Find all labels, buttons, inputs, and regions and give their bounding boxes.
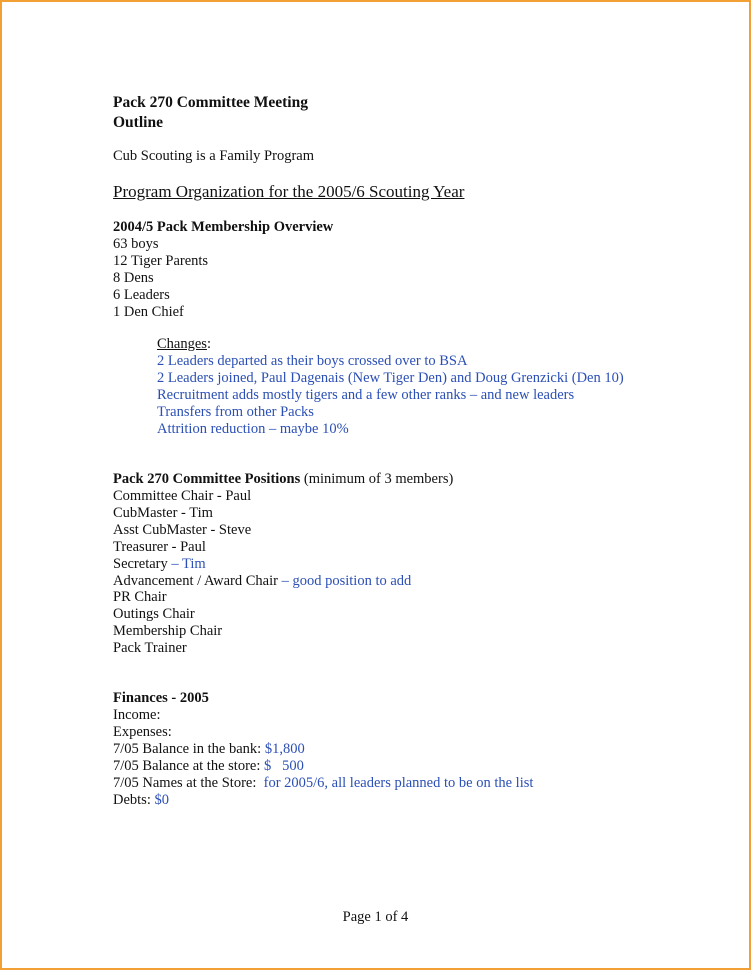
names-at-store-label: 7/05 Names at the Store: <box>113 775 264 791</box>
position-asst-cubmaster: Asst CubMaster - Steve <box>113 522 252 538</box>
finances-heading: Finances - 2005 <box>113 690 209 706</box>
store-balance-label: 7/05 Balance at the store: <box>113 758 264 774</box>
position-membership-chair: Membership Chair <box>113 623 223 639</box>
position-outings-chair: Outings Chair <box>113 606 195 622</box>
finances-store-balance <box>113 758 304 775</box>
names-at-store-value: for 2005/6, all leaders planned to be on the list <box>263 775 534 791</box>
membership-heading: 2004/5 Pack Membership Overview <box>113 219 334 235</box>
finances-income: Income: <box>113 707 161 723</box>
store-balance-value: $ 500 <box>264 758 304 774</box>
position-committee-chair: Committee Chair - Paul <box>113 488 252 504</box>
positions-heading-text: Pack 270 Committee Positions <box>113 471 301 487</box>
membership-item: 12 Tiger Parents <box>113 253 209 269</box>
membership-item: 63 boys <box>113 236 159 252</box>
position-pr-chair: PR Chair <box>113 589 167 605</box>
debts-value: $0 <box>154 792 169 808</box>
change-item: Attrition reduction – maybe 10% <box>157 421 349 437</box>
change-item: Transfers from other Packs <box>157 404 314 420</box>
position-cubmaster: CubMaster - Tim <box>113 505 213 521</box>
membership-item: 1 Den Chief <box>113 304 184 320</box>
bank-balance-value: $1,800 <box>264 741 305 757</box>
advancement-label: Advancement / Award Chair <box>113 573 278 589</box>
change-item: 2 Leaders departed as their boys crossed over to BSA <box>157 353 468 369</box>
position-treasurer: Treasurer - Paul <box>113 539 206 555</box>
changes-label: Changes <box>157 336 207 352</box>
positions-heading-note: (minimum of 3 members) <box>300 471 454 487</box>
position-pack-trainer: Pack Trainer <box>113 640 187 656</box>
document-title-line-1: Pack 270 Committee Meeting <box>113 94 308 111</box>
position-advancement <box>113 573 411 590</box>
tagline: Cub Scouting is a Family Program <box>113 148 314 164</box>
changes-colon: : <box>206 336 211 352</box>
debts-label: Debts: <box>113 792 155 808</box>
secretary-label: Secretary <box>113 556 168 572</box>
page-number: Page 1 of 4 <box>342 909 409 925</box>
secretary-value: – Tim <box>167 556 206 572</box>
change-item: 2 Leaders joined, Paul Dagenais (New Tiger Den) and Doug Grenzicki (Den 10) <box>157 370 624 386</box>
advancement-note: – good position to add <box>277 573 412 589</box>
membership-item: 6 Leaders <box>113 287 170 303</box>
section-heading: Program Organization for the 2005/6 Scouting Year <box>113 182 465 201</box>
document-title-line-2: Outline <box>113 114 163 131</box>
changes-heading <box>157 336 211 353</box>
bank-balance-label: 7/05 Balance in the bank: <box>113 741 265 757</box>
position-secretary <box>113 556 206 573</box>
finances-bank-balance <box>113 741 305 758</box>
membership-item: 8 Dens <box>113 270 154 286</box>
change-item: Recruitment adds mostly tigers and a few other ranks – and new leaders <box>157 387 575 403</box>
finances-expenses: Expenses: <box>113 724 172 740</box>
positions-heading <box>113 471 453 488</box>
finances-debts <box>113 792 169 809</box>
finances-names-at-store <box>113 775 533 792</box>
